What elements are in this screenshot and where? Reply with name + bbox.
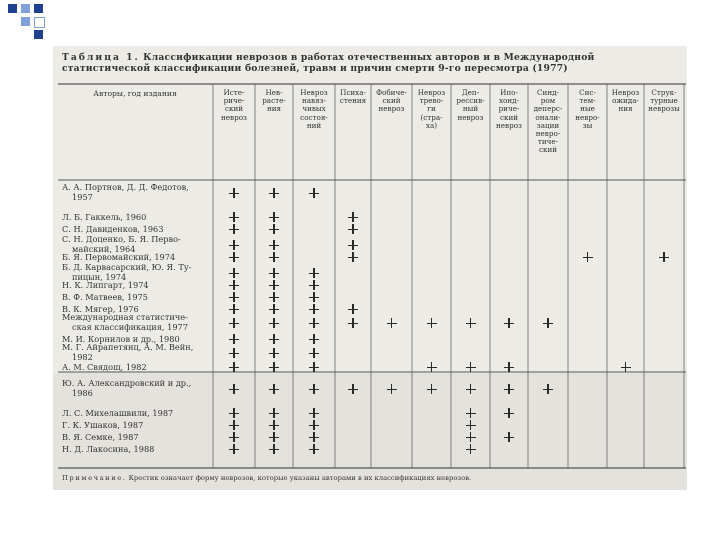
plus-mark-icon bbox=[348, 212, 358, 222]
row-author: М. Г. Айрапетянц, А. М. Вейн, bbox=[62, 342, 194, 352]
plus-mark-icon bbox=[309, 432, 319, 442]
row-author: Международная статистиче- bbox=[62, 312, 188, 322]
deco-square bbox=[34, 4, 43, 13]
plus-mark-icon bbox=[309, 268, 319, 278]
plus-mark-icon bbox=[229, 362, 239, 372]
plus-mark-icon bbox=[466, 408, 476, 418]
plus-mark-icon bbox=[269, 280, 279, 290]
table-note-text: Крестик означает форму неврозов, которые указаны авторами в их классификациях неврозов. bbox=[128, 474, 472, 482]
column-header: Деп- рессив- ный невроз bbox=[456, 88, 485, 122]
row-author: В. К. Мягер, 1976 bbox=[62, 304, 139, 314]
plus-mark-icon bbox=[269, 334, 279, 344]
row-author: Б. Я. Первомайский, 1974 bbox=[62, 252, 176, 262]
plus-mark-icon bbox=[309, 280, 319, 290]
plus-mark-icon bbox=[309, 304, 319, 314]
plus-mark-icon bbox=[229, 292, 239, 302]
plus-mark-icon bbox=[466, 444, 476, 454]
plus-mark-icon bbox=[269, 444, 279, 454]
plus-mark-icon bbox=[309, 362, 319, 372]
plus-mark-icon bbox=[229, 224, 239, 234]
plus-mark-icon bbox=[427, 318, 437, 328]
plus-mark-icon bbox=[229, 348, 239, 358]
plus-mark-icon bbox=[348, 304, 358, 314]
row-author: С. Н. Доценко, Б. Я. Перво- bbox=[62, 234, 181, 244]
plus-mark-icon bbox=[348, 318, 358, 328]
row-author: Б. Д. Карвасарский, Ю. Я. Ту- bbox=[62, 262, 192, 272]
deco-square bbox=[21, 17, 30, 26]
plus-mark-icon bbox=[504, 362, 514, 372]
column-header: Невроз навяз- чивых состоя- ний bbox=[300, 88, 328, 130]
plus-mark-icon bbox=[427, 362, 437, 372]
plus-mark-icon bbox=[543, 384, 553, 394]
plus-mark-icon bbox=[269, 240, 279, 250]
row-author: С. Н. Давиденков, 1963 bbox=[62, 224, 164, 234]
plus-mark-icon bbox=[466, 420, 476, 430]
column-header: Невроз ожида- ния bbox=[611, 88, 640, 114]
row-author: В. Я. Семке, 1987 bbox=[62, 432, 139, 442]
row-author: А. М. Свядощ, 1982 bbox=[62, 362, 147, 372]
plus-mark-icon bbox=[348, 252, 358, 262]
plus-mark-icon bbox=[309, 348, 319, 358]
plus-mark-icon bbox=[269, 432, 279, 442]
plus-mark-icon bbox=[229, 420, 239, 430]
plus-mark-icon bbox=[504, 318, 514, 328]
plus-mark-icon bbox=[269, 348, 279, 358]
column-header: Фобиче- ский невроз bbox=[376, 88, 407, 114]
plus-mark-icon bbox=[309, 334, 319, 344]
column-header: Сис- тем- ные невро- зы bbox=[575, 88, 600, 130]
deco-square bbox=[8, 4, 17, 13]
row-author-continued: ская классификация, 1977 bbox=[72, 322, 188, 332]
row-author: Ю. А. Александровский и др., bbox=[62, 378, 192, 388]
row-author: Л. С. Михелашвили, 1987 bbox=[62, 408, 174, 418]
plus-mark-icon bbox=[229, 444, 239, 454]
table-note bbox=[62, 474, 678, 483]
plus-mark-icon bbox=[427, 384, 437, 394]
plus-mark-icon bbox=[269, 318, 279, 328]
plus-mark-icon bbox=[269, 224, 279, 234]
corner-decoration bbox=[8, 4, 68, 48]
plus-mark-icon bbox=[229, 318, 239, 328]
column-header: Ипо- хонд- риче- ский невроз bbox=[496, 88, 522, 130]
plus-mark-icon bbox=[309, 188, 319, 198]
plus-mark-icon bbox=[229, 384, 239, 394]
row-author: Н. Д. Лакосина, 1988 bbox=[62, 444, 155, 454]
plus-mark-icon bbox=[229, 268, 239, 278]
plus-mark-icon bbox=[348, 224, 358, 234]
row-author: Н. К. Липгарт, 1974 bbox=[62, 280, 149, 290]
row-author-continued: пицын, 1974 bbox=[72, 272, 127, 282]
plus-mark-icon bbox=[348, 240, 358, 250]
plus-mark-icon bbox=[543, 318, 553, 328]
deco-square bbox=[34, 17, 45, 28]
plus-mark-icon bbox=[229, 212, 239, 222]
row-author: Л. Б. Гаккель, 1960 bbox=[62, 212, 147, 222]
table-caption bbox=[62, 52, 680, 74]
plus-mark-icon bbox=[583, 252, 593, 262]
plus-mark-icon bbox=[269, 420, 279, 430]
plus-mark-icon bbox=[504, 432, 514, 442]
column-header: Невроз трево- ги (стра- ха) bbox=[417, 88, 446, 130]
plus-mark-icon bbox=[309, 318, 319, 328]
plus-mark-icon bbox=[269, 384, 279, 394]
plus-mark-icon bbox=[309, 408, 319, 418]
plus-mark-icon bbox=[269, 292, 279, 302]
deco-square bbox=[34, 30, 43, 39]
plus-mark-icon bbox=[269, 268, 279, 278]
column-header: Психа- стения bbox=[339, 88, 367, 106]
plus-mark-icon bbox=[309, 444, 319, 454]
plus-mark-icon bbox=[229, 240, 239, 250]
plus-mark-icon bbox=[659, 252, 669, 262]
plus-mark-icon bbox=[229, 432, 239, 442]
row-author-continued: 1982 bbox=[72, 352, 93, 362]
table-caption-label: Таблица 1. bbox=[62, 52, 140, 63]
plus-mark-icon bbox=[229, 252, 239, 262]
stub-header: Авторы, год издания bbox=[93, 89, 177, 98]
deco-square bbox=[21, 4, 30, 13]
plus-mark-icon bbox=[269, 304, 279, 314]
table-caption-text: Классификации неврозов в работах отечественных авторов и в Международной статистической классификации болезней, травм и причин смерти 9-го пересмотра (1977) bbox=[62, 52, 595, 74]
plus-mark-icon bbox=[309, 420, 319, 430]
table-note-label: Примечание. bbox=[62, 474, 127, 482]
plus-mark-icon bbox=[387, 384, 397, 394]
plus-mark-icon bbox=[229, 280, 239, 290]
row-author-continued: майский, 1964 bbox=[72, 244, 136, 254]
scanned-page-lower-part bbox=[53, 373, 687, 490]
row-author: М. И. Корнилов и др., 1980 bbox=[62, 334, 180, 344]
plus-mark-icon bbox=[269, 408, 279, 418]
plus-mark-icon bbox=[229, 188, 239, 198]
plus-mark-icon bbox=[504, 408, 514, 418]
plus-mark-icon bbox=[504, 384, 514, 394]
column-header: Исте- риче- ский невроз bbox=[221, 88, 247, 122]
plus-mark-icon bbox=[229, 334, 239, 344]
row-author: В. Ф. Матвеев, 1975 bbox=[62, 292, 148, 302]
plus-mark-icon bbox=[309, 292, 319, 302]
plus-mark-icon bbox=[309, 384, 319, 394]
plus-mark-icon bbox=[269, 362, 279, 372]
plus-mark-icon bbox=[269, 188, 279, 198]
plus-mark-icon bbox=[269, 212, 279, 222]
plus-mark-icon bbox=[466, 384, 476, 394]
column-header: Синд- ром деперс- онали- зации невро- тиче- ский bbox=[533, 88, 563, 155]
plus-mark-icon bbox=[229, 304, 239, 314]
plus-mark-icon bbox=[466, 318, 476, 328]
row-author-continued: 1986 bbox=[72, 388, 93, 398]
row-author-continued: 1957 bbox=[72, 192, 93, 202]
plus-mark-icon bbox=[466, 432, 476, 442]
plus-mark-icon bbox=[466, 362, 476, 372]
plus-mark-icon bbox=[348, 384, 358, 394]
row-author: Г. К. Ушаков, 1987 bbox=[62, 420, 144, 430]
plus-mark-icon bbox=[269, 252, 279, 262]
plus-mark-icon bbox=[621, 362, 631, 372]
row-author: А. А. Портнов, Д. Д. Федотов, bbox=[62, 182, 189, 192]
plus-mark-icon bbox=[387, 318, 397, 328]
plus-mark-icon bbox=[229, 408, 239, 418]
column-header: Нев- расте- ния bbox=[262, 88, 286, 114]
column-header: Струк- турные неврозы bbox=[648, 88, 680, 114]
